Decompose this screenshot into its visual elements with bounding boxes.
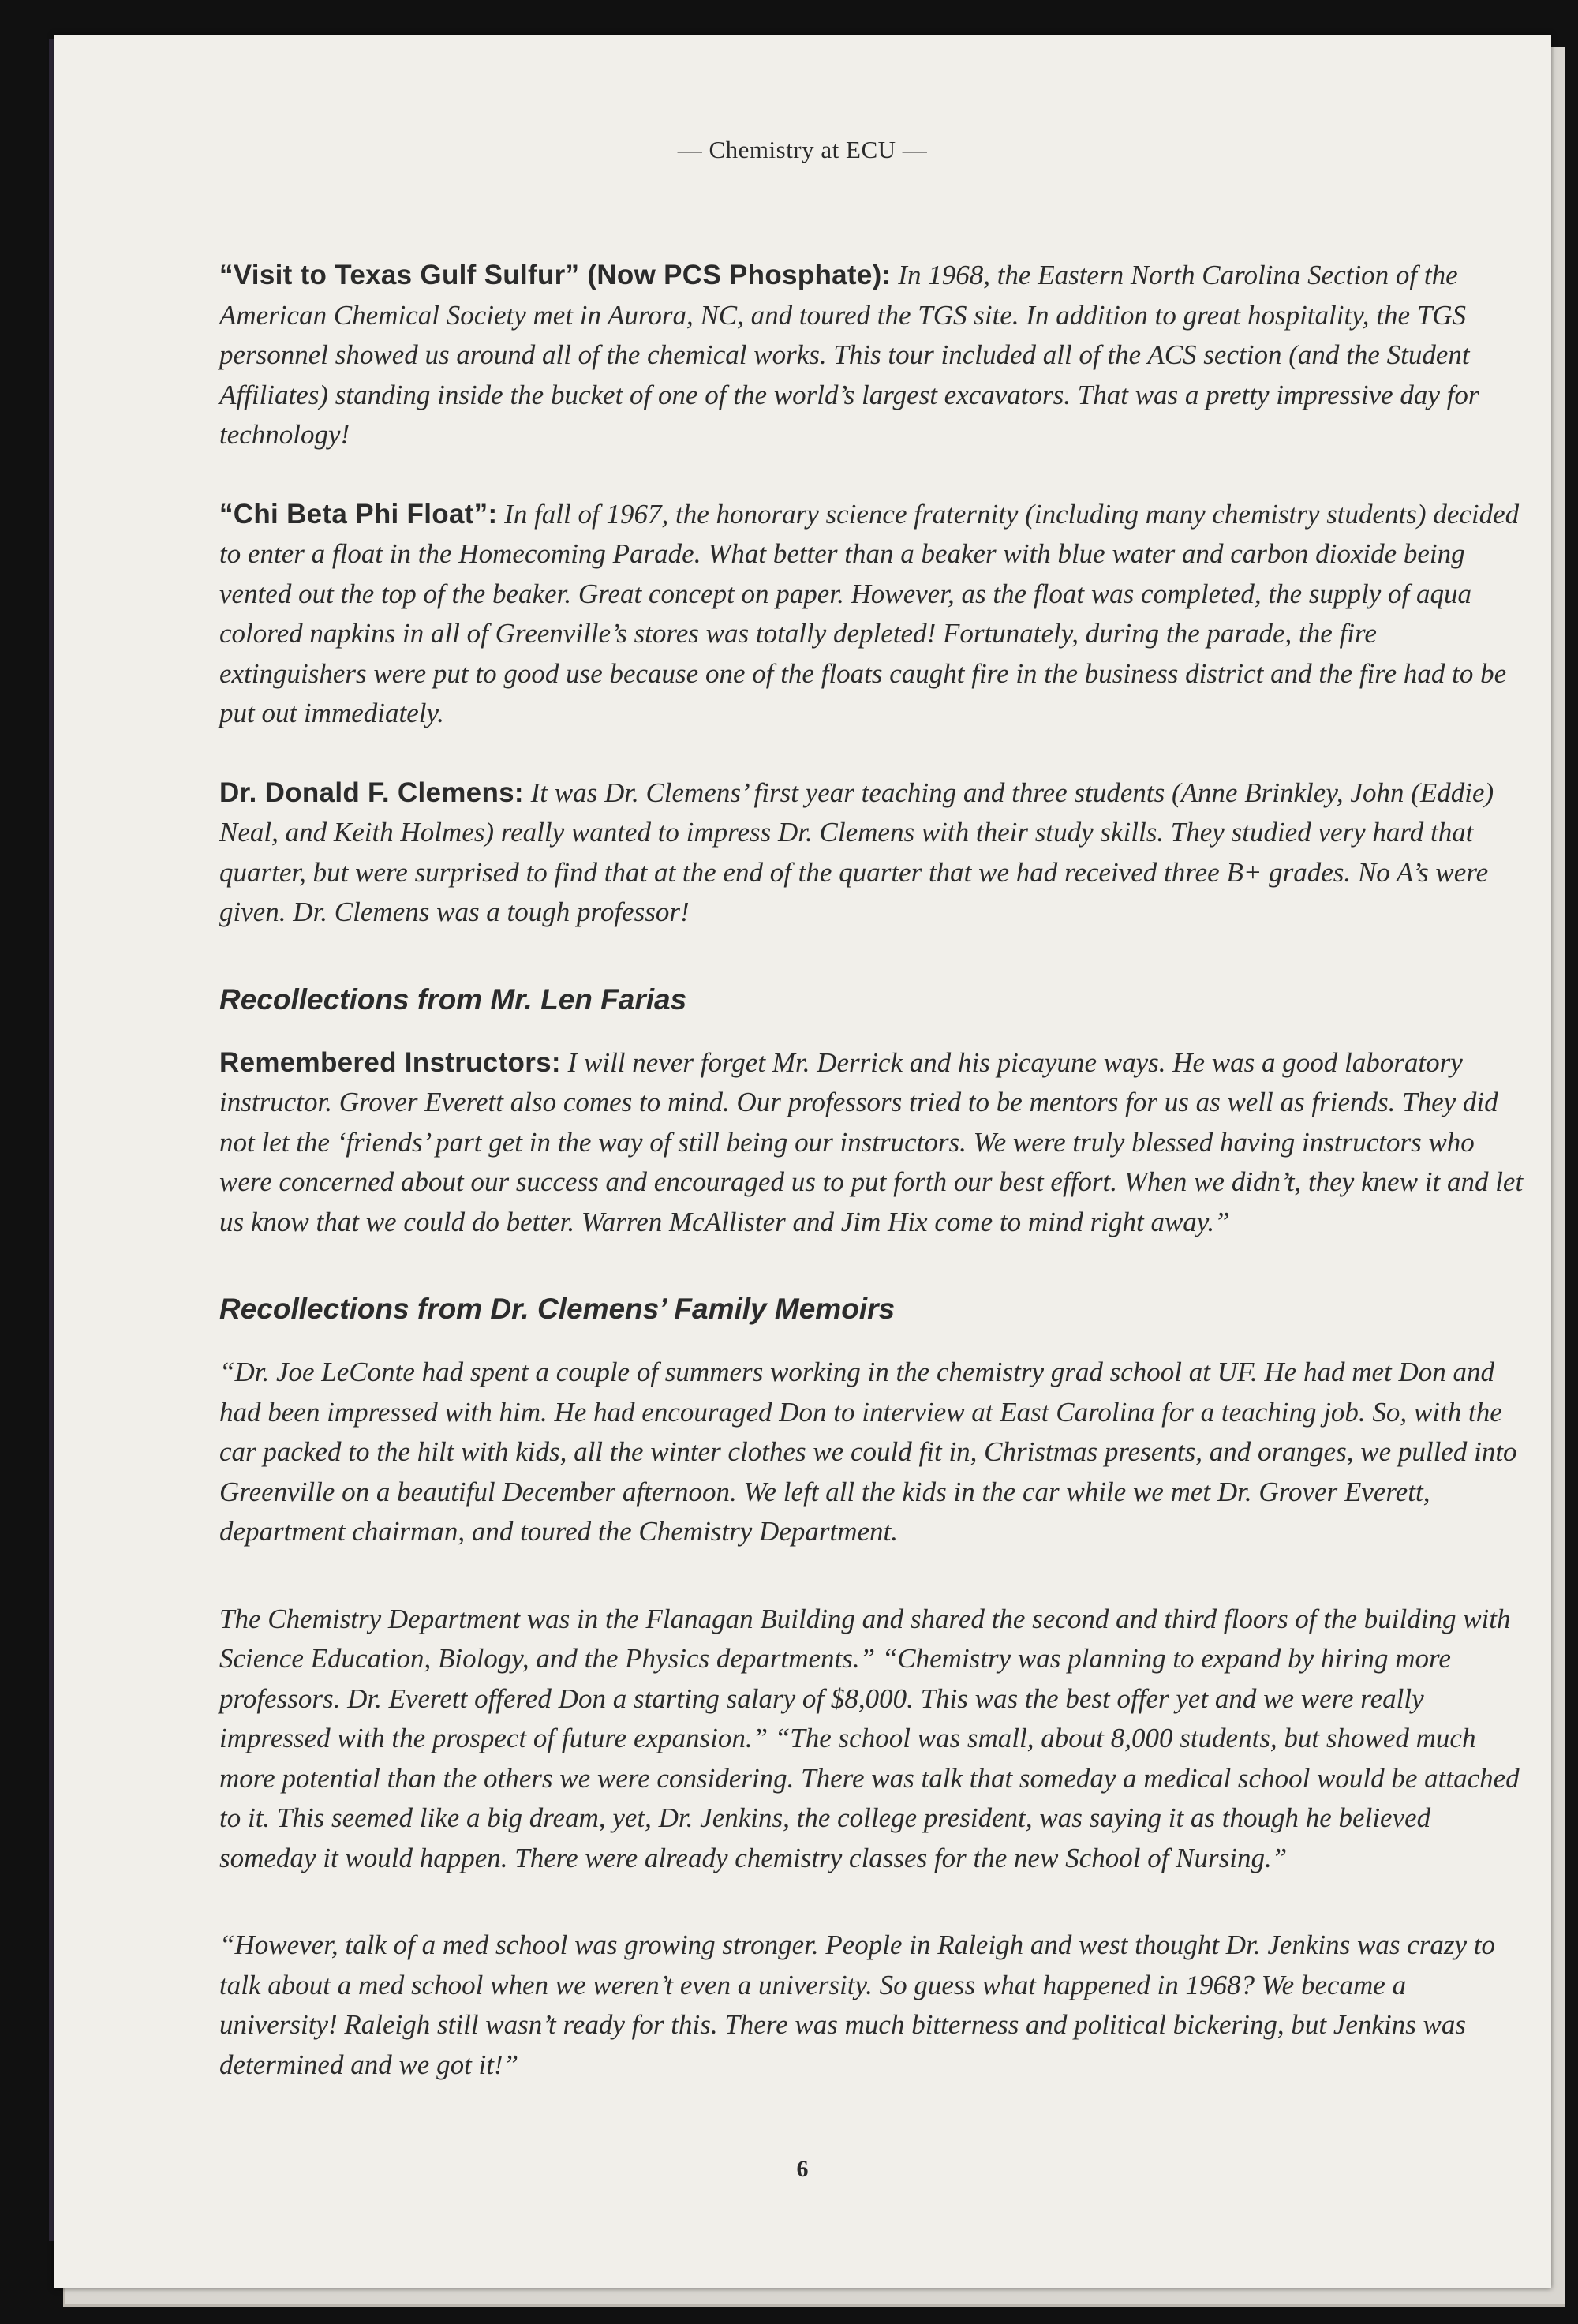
section-title-memoirs: Recollections from Dr. Clemens’ Family Memoirs <box>219 1293 896 1325</box>
lead-texas-gulf: “Visit to Texas Gulf Sulfur” (Now PCS Phosphate): <box>219 260 892 290</box>
body-clemens: It was Dr. Clemens’ first year teaching and three students (Anne Brinkley, John (Eddie) Neal, and Keith Holmes) really wanted to impress Dr. Clemens with their study skills. They studied very hard that quarter, but were surprised to find that at the end of the quarter that we had received three B+ grades. No A’s were given. Dr. Clemens was a tough professor! <box>219 777 1494 927</box>
paragraph-memoir-2: The Chemistry Department was in the Flanagan Building and shared the second and third floors of the building with Science Education, Biology, and the Physics departments.” “Chemistry was planning to expand by hiring more professors. Dr. Everett offered Don a starting salary of $8,000. This was the best offer yet and we were really impressed with the prospect of future expansion.” “The school was small, about 8,000 students, but showed much more potential than the others we were considering. There was talk that someday a medical school would be attached to it. This seemed like a big dream, yet, Dr. Jenkins, the college president, was saying it as though he believed someday it would happen. There were already chemistry classes for the new School of Nursing.” <box>219 1603 1520 1873</box>
paragraph-instructors <box>219 1043 1529 1243</box>
document-page <box>54 35 1551 2288</box>
body-chi-beta-phi: In fall of 1967, the honorary science fraternity (including many chemistry students) decided to enter a float in the Homecoming Parade. What better than a beaker with blue water and carbon dioxide being vented out the top of the beaker. Great concept on paper. However, as the float was completed, the supply of aqua colored napkins in all of Greenville’s stores was totally depleted! Fortunately, during the parade, the fire extinguishers were put to good use because one of the floats caught fire in the business district and the fire had to be put out immediately. <box>219 498 1520 728</box>
paragraph-chi-beta-phi <box>219 495 1529 734</box>
paragraph-clemens <box>219 773 1529 933</box>
body-texas-gulf: In 1968, the Eastern North Carolina Section of the American Chemical Society met in Aurora, NC, and toured the TGS site. In addition to great hospitality, the TGS personnel showed us around all of the chemical works. This tour included all of the ACS section (and the Student Affiliates) standing inside the bucket of one of the world’s largest excavators. That was a pretty impressive day for technology! <box>219 260 1479 450</box>
lead-chi-beta-phi: “Chi Beta Phi Float”: <box>219 498 498 530</box>
section-title-farias: Recollections from Mr. Len Farias <box>219 982 687 1016</box>
paragraph-memoir-1: “Dr. Joe LeConte had spent a couple of summers working in the chemistry grad school at UF. He had met Don and had been impressed with him. He had encouraged Don to interview at East Carolina for a teaching job. So, with the car packed to the hilt with kids, all the winter clothes we could fit in, Christmas presents, and oranges, we pulled into Greenville on a beautiful December afternoon. We left all the kids in the car while we met Dr. Grover Everett, department chairman, and toured the Chemistry Department. <box>219 1357 1517 1547</box>
lead-instructors: Remembered Instructors: <box>219 1046 561 1078</box>
paragraph-texas-gulf <box>219 256 1529 455</box>
page-content <box>219 256 1529 2124</box>
lead-clemens: Dr. Donald F. Clemens: <box>219 777 524 808</box>
running-header: — Chemistry at ECU — <box>677 136 928 163</box>
body-instructors: I will never forget Mr. Derrick and his picayune ways. He was a good laboratory instructor. Grover Everett also comes to mind. Our professors tried to be mentors for us as well as friends. They did not let the ‘friends’ part get in the way of still being our instructors. We were truly blessed having instructors who were concerned about our success and encouraged us to put forth our best effort. When we didn’t, they knew it and let us know that we could do better. Warren McAllister and Jim Hix come to mind right away.” <box>219 1046 1524 1237</box>
paragraph-memoir-3: “However, talk of a med school was growing stronger. People in Raleigh and west thought Dr. Jenkins was crazy to talk about a med school when we weren’t even a university. So guess what happened in 1968? We became a university! Raleigh still wasn’t ready for this. There was much bitterness and political bickering, but Jenkins was determined and we got it!” <box>219 1929 1496 2080</box>
page-number: 6 <box>796 2156 809 2182</box>
